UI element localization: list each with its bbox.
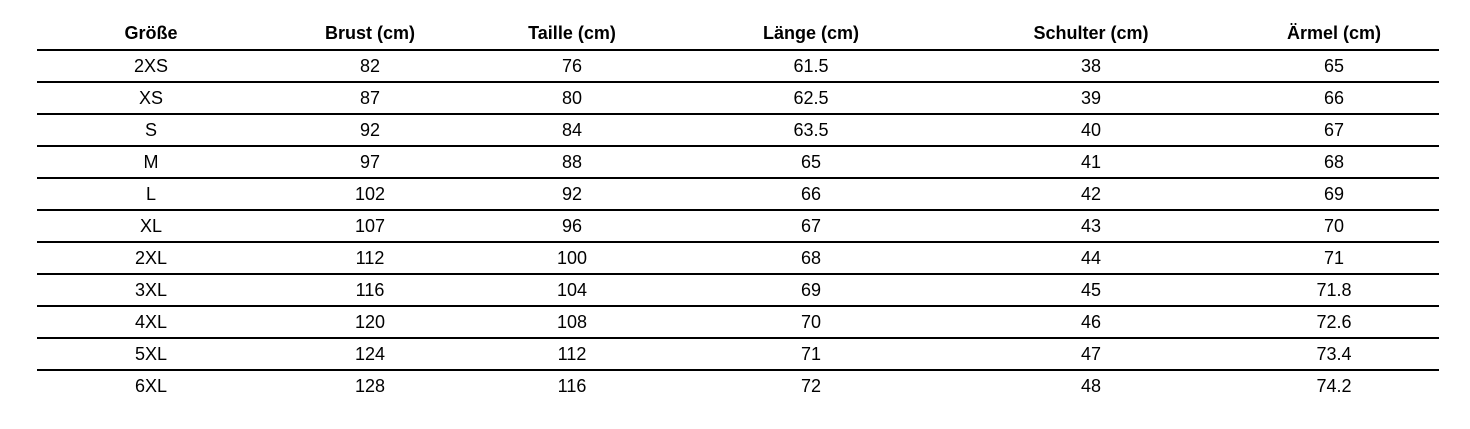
cell-sleeve: 69 (1229, 178, 1439, 210)
cell-size: L (37, 178, 265, 210)
cell-shoulder: 47 (953, 338, 1229, 370)
header-sleeve: Ärmel (cm) (1229, 18, 1439, 50)
cell-size: M (37, 146, 265, 178)
cell-sleeve: 68 (1229, 146, 1439, 178)
cell-length: 67 (669, 210, 953, 242)
cell-sleeve: 73.4 (1229, 338, 1439, 370)
cell-waist: 104 (475, 274, 669, 306)
cell-chest: 92 (265, 114, 475, 146)
cell-size: 4XL (37, 306, 265, 338)
cell-sleeve: 66 (1229, 82, 1439, 114)
cell-chest: 128 (354, 375, 386, 396)
cell-chest: 102 (265, 178, 475, 210)
cell-waist: 96 (475, 210, 669, 242)
size-chart-table (37, 18, 1439, 401)
cell-size: 6XL (134, 375, 168, 396)
cell-chest: 112 (265, 242, 475, 274)
cell-length: 63.5 (669, 114, 953, 146)
header-shoulder: Schulter (cm) (953, 18, 1229, 50)
cell-shoulder: 46 (953, 306, 1229, 338)
table-row (37, 306, 1439, 338)
table-row (37, 82, 1439, 114)
cell-shoulder: 39 (953, 82, 1229, 114)
cell-length: 69 (669, 274, 953, 306)
cell-shoulder: 44 (953, 242, 1229, 274)
cell-shoulder: 48 (1080, 375, 1102, 396)
table-row (37, 274, 1439, 306)
cell-waist: 88 (475, 146, 669, 178)
cell-length: 62.5 (669, 82, 953, 114)
table-row (37, 210, 1439, 242)
cell-chest: 116 (265, 274, 475, 306)
cell-chest: 124 (265, 338, 475, 370)
table-row (37, 114, 1439, 146)
cell-size: XL (37, 210, 265, 242)
cell-waist: 76 (475, 50, 669, 82)
cell-sleeve: 71 (1229, 242, 1439, 274)
cell-waist: 84 (475, 114, 669, 146)
cell-waist: 92 (475, 178, 669, 210)
cell-length: 72 (800, 375, 822, 396)
header-waist: Taille (cm) (475, 18, 669, 50)
cell-chest: 107 (265, 210, 475, 242)
header-length: Länge (cm) (669, 18, 953, 50)
table-row (37, 338, 1439, 370)
cell-length: 68 (669, 242, 953, 274)
cell-shoulder: 43 (953, 210, 1229, 242)
cell-length: 66 (669, 178, 953, 210)
cell-size: 3XL (37, 274, 265, 306)
cell-sleeve: 72.6 (1229, 306, 1439, 338)
table-row (37, 178, 1439, 210)
cell-chest: 87 (265, 82, 475, 114)
cell-shoulder: 45 (953, 274, 1229, 306)
cell-waist: 100 (475, 242, 669, 274)
cell-size: S (37, 114, 265, 146)
cell-sleeve: 71.8 (1229, 274, 1439, 306)
cell-sleeve: 67 (1229, 114, 1439, 146)
cell-chest: 97 (265, 146, 475, 178)
cell-sleeve: 70 (1229, 210, 1439, 242)
table-row (37, 370, 1439, 401)
header-row (37, 18, 1439, 50)
cell-length: 71 (669, 338, 953, 370)
table-row (37, 146, 1439, 178)
cell-length: 70 (669, 306, 953, 338)
cell-chest: 120 (265, 306, 475, 338)
cell-shoulder: 40 (953, 114, 1229, 146)
cell-shoulder: 41 (953, 146, 1229, 178)
cell-shoulder: 42 (953, 178, 1229, 210)
header-chest: Brust (cm) (265, 18, 475, 50)
cell-length: 65 (669, 146, 953, 178)
cell-waist: 108 (475, 306, 669, 338)
cell-chest: 82 (265, 50, 475, 82)
cell-waist: 80 (475, 82, 669, 114)
cell-shoulder: 38 (953, 50, 1229, 82)
cell-sleeve: 65 (1229, 50, 1439, 82)
table-row (37, 50, 1439, 82)
cell-size: 5XL (37, 338, 265, 370)
cell-sleeve: 74.2 (1316, 375, 1352, 396)
cell-size: XS (37, 82, 265, 114)
cell-length: 61.5 (669, 50, 953, 82)
cell-waist: 116 (557, 375, 587, 396)
table-body (37, 50, 1439, 401)
table-row (37, 242, 1439, 274)
header-size: Größe (37, 18, 265, 50)
cell-waist: 112 (475, 338, 669, 370)
cell-size: 2XL (37, 242, 265, 274)
cell-size: 2XS (37, 50, 265, 82)
